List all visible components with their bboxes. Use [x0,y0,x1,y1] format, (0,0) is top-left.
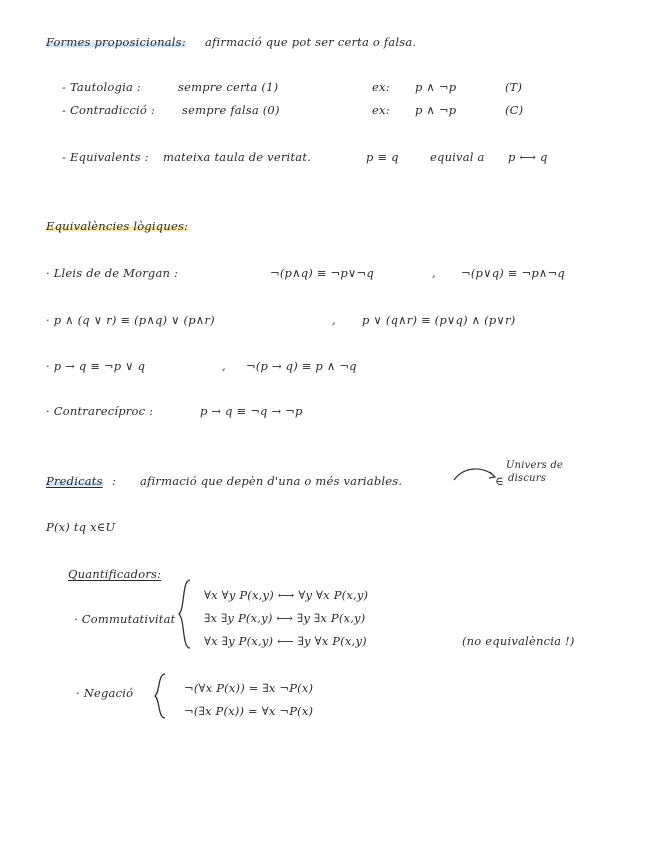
universe-label-2: discurs [508,473,547,484]
morgan-formula-1: ¬(p∧q) ≡ ¬p∨¬q [270,266,374,280]
universe-symbol: ∈ [495,474,504,488]
equivalents-formula: p ≡ q [366,150,399,164]
implic-sep: , [222,359,226,373]
commut-line-1: ∀x ∀y P(x,y) ⟷ ∀y ∀x P(x,y) [204,588,369,602]
brace-icon [176,578,194,650]
equivalents-desc: mateixa taula de veritat. [163,150,311,164]
negacio-line-1: ¬(∀x P(x)) = ∃x ¬P(x) [184,681,314,695]
tautologia-ex: ex: [372,80,390,94]
heading-predicats: Predicats [46,474,103,488]
formes-definition: afirmació que pot ser certa o falsa. [205,35,417,49]
commut-note: (no equivalència !) [462,634,575,648]
negacio-line-2: ¬(∃x P(x)) = ∀x ¬P(x) [184,704,314,718]
morgan-label: · Lleis de de Morgan : [46,266,179,280]
heading-formes: Formes proposicionals: [46,35,186,49]
contradiccio-label: - Contradicció : [62,103,155,117]
contradiccio-ex: ex: [372,103,390,117]
morgan-formula-2: ¬(p∨q) ≡ ¬p∧¬q [461,266,565,280]
commut-line-2: ∃x ∃y P(x,y) ⟷ ∃y ∃x P(x,y) [204,611,366,625]
equivalents-label: - Equivalents : [62,150,149,164]
equivalents-arrow: p ⟷ q [508,150,548,164]
quantificadors-heading: Quantificadors: [68,567,162,581]
predicats-colon: : [112,474,117,488]
predicat-example: P(x) tq x∈U [46,520,116,534]
heading-equivalencies: Equivalències lògiques: [46,219,189,233]
distrib-formula-2: p ∨ (q∧r) ≡ (p∨q) ∧ (p∨r) [362,313,516,327]
contradiccio-tag: (C) [505,103,524,117]
contrarec-formula: p → q ≡ ¬q → ¬p [200,404,303,418]
universe-label-1: Univers de [506,460,564,471]
distrib-sep: , [332,313,336,327]
tautologia-formula: p ∧ ¬p [415,80,457,94]
brace-icon [152,672,168,720]
tautologia-desc: sempre certa (1) [178,80,279,94]
distrib-formula-1: · p ∧ (q ∨ r) ≡ (p∧q) ∨ (p∧r) [46,313,215,327]
contrarec-label: · Contrarecíproc : [46,404,154,418]
predicats-definition: afirmació que depèn d'una o més variables. [140,474,403,488]
commutativitat-label: · Commutativitat [74,612,176,626]
tautologia-label: - Tautologia : [62,80,141,94]
negacio-label: · Negació [76,686,134,700]
equivalents-equival: equival a [430,150,485,164]
implic-formula-2: ¬(p → q) ≡ p ∧ ¬q [246,359,357,373]
curved-arrow-icon [450,464,500,488]
morgan-sep: , [432,266,436,280]
implic-formula-1: · p → q ≡ ¬p ∨ q [46,359,146,373]
commut-line-3: ∀x ∃y P(x,y) ⟵ ∃y ∀x P(x,y) [204,634,367,648]
contradiccio-formula: p ∧ ¬p [415,103,457,117]
tautologia-tag: (T) [505,80,523,94]
contradiccio-desc: sempre falsa (0) [182,103,280,117]
